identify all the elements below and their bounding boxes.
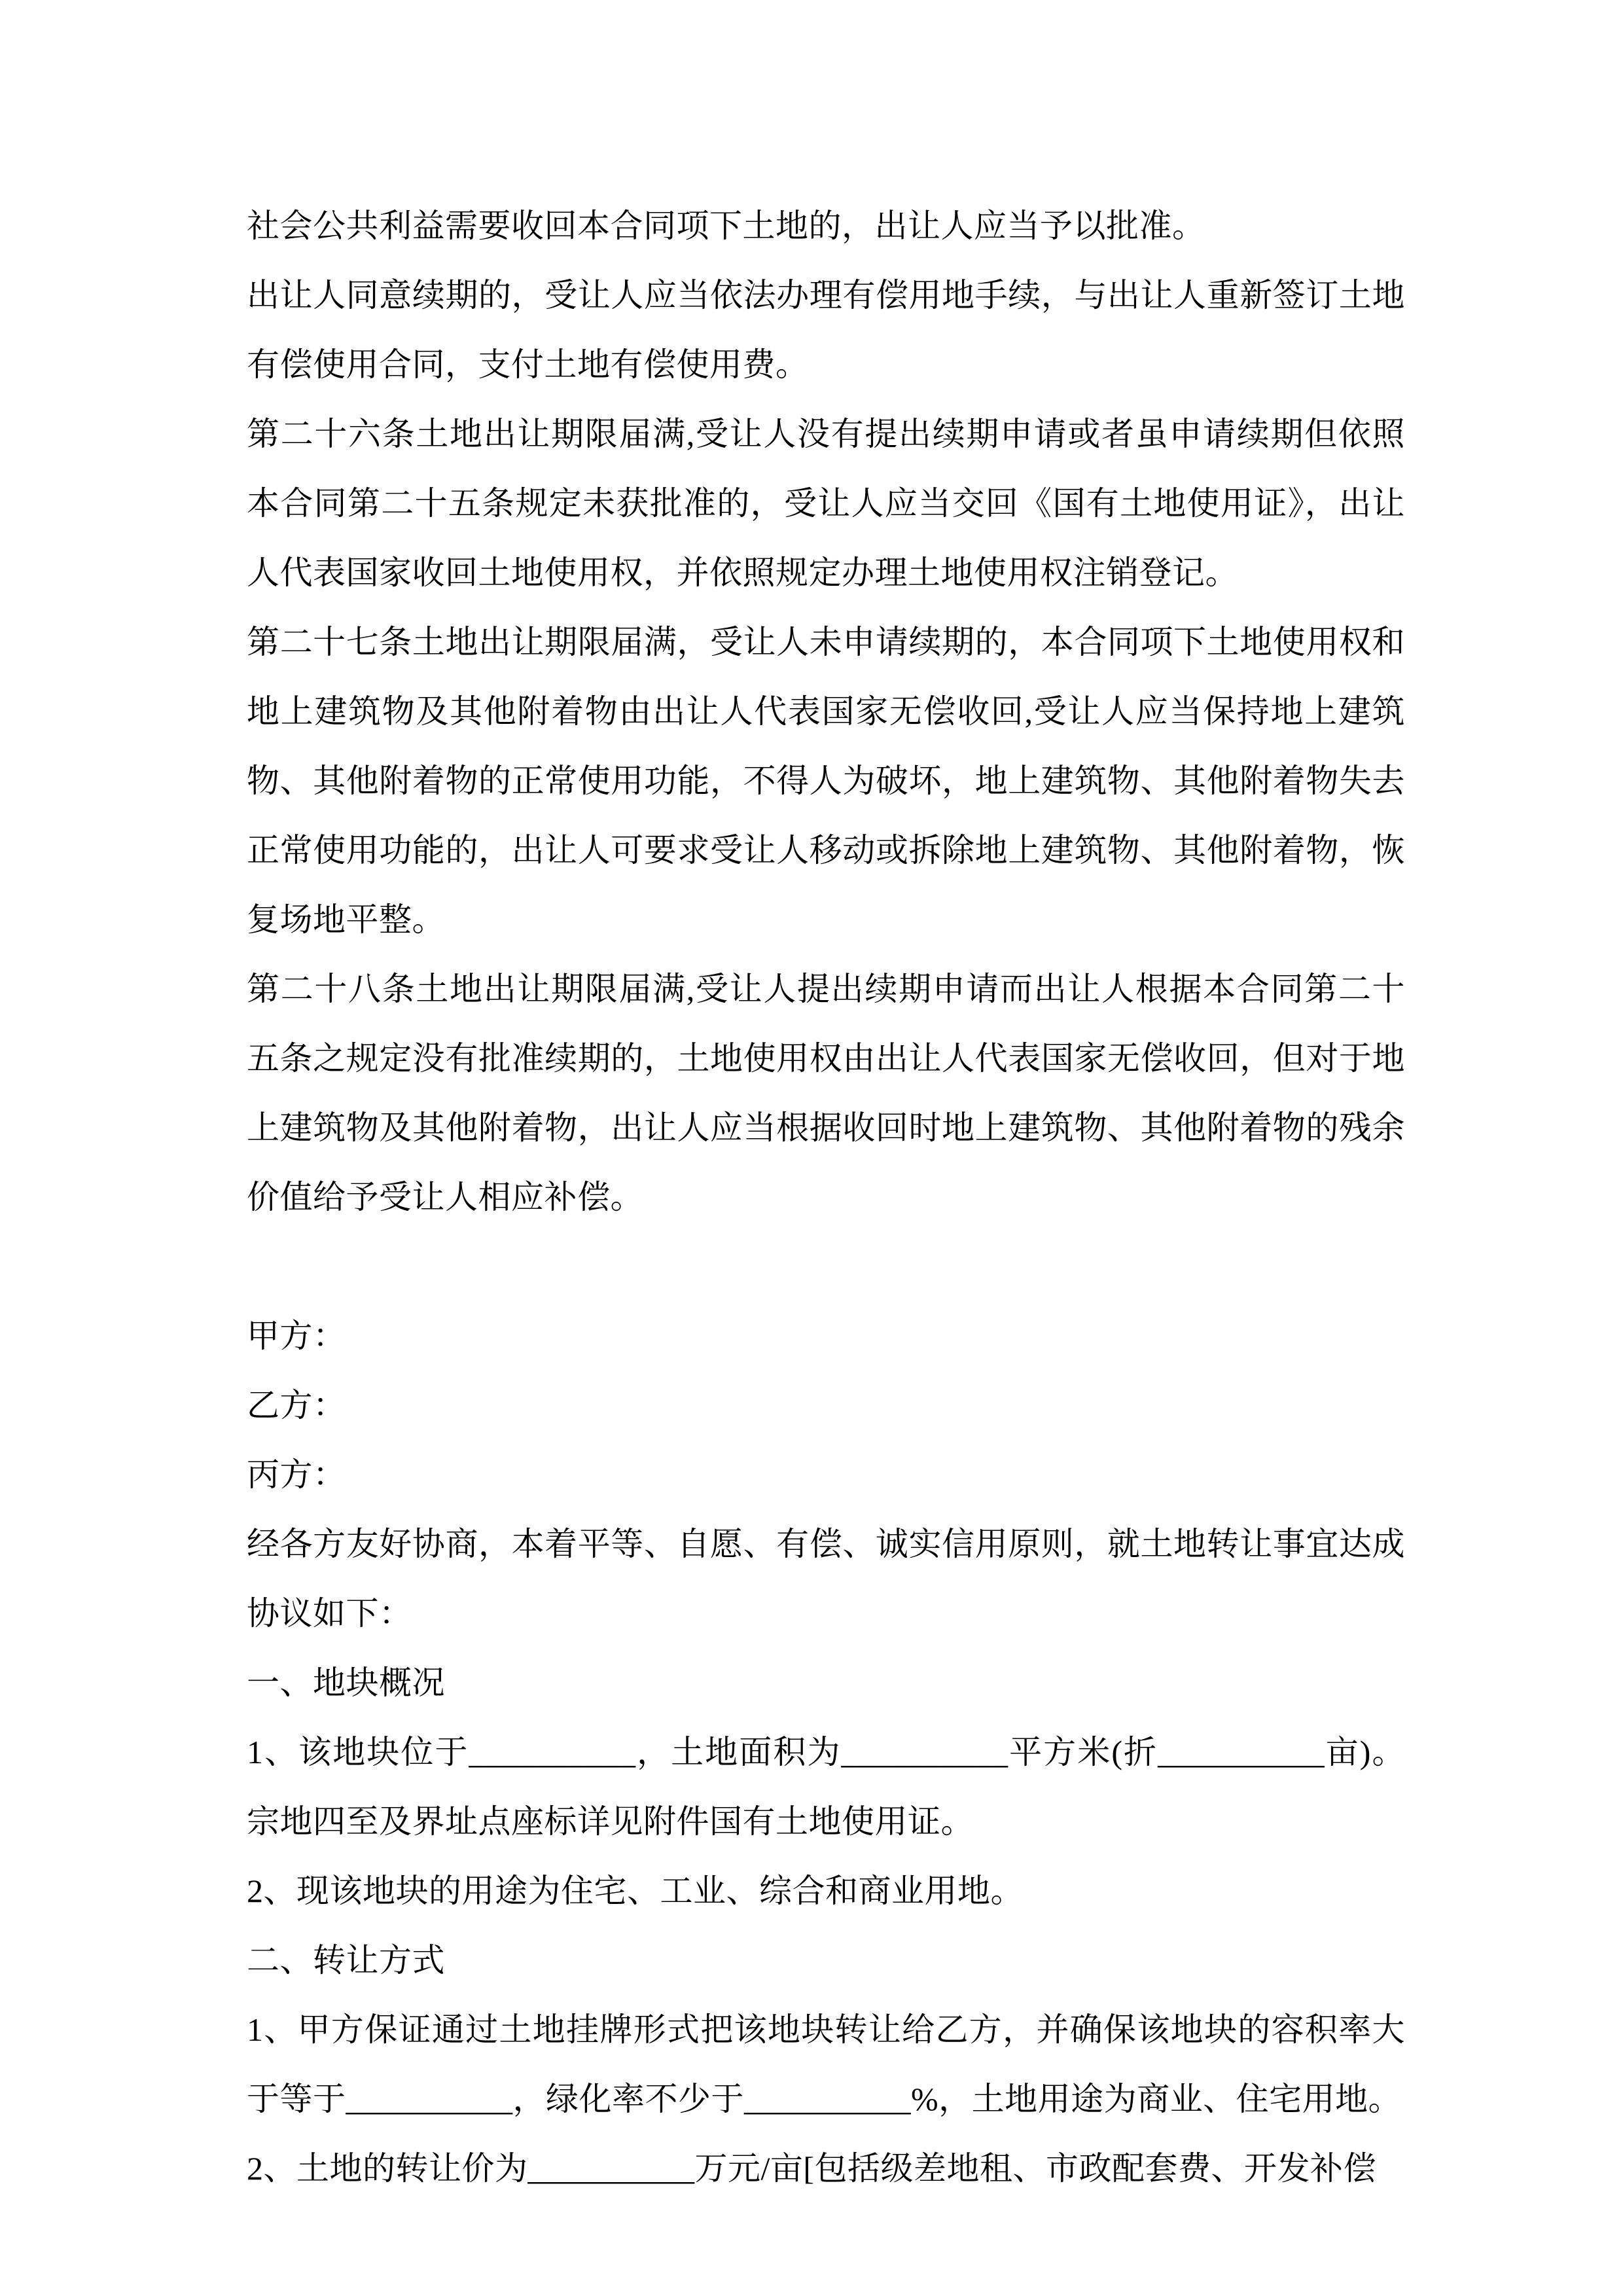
paragraph-agreement-preamble: 经各方友好协商，本着平等、自愿、有偿、诚实信用原则，就土地转让事宜达成协议如下：: [247, 1526, 1405, 1632]
paragraph-approval-clause: 社会公共利益需要收回本合同项下土地的，出让人应当予以批准。: [247, 207, 1205, 244]
paragraph-article-26: 第二十六条土地出让期限届满,受让人没有提出续期申请或者虽申请续期但依照本合同第二十五条规定未获批准的，受让人应当交回《国有土地使用证》，出让人代表国家收回土地使用权，并依照规定办理土地使用权注销登记。: [247, 416, 1405, 591]
section-heading-parcel-overview: 一、地块概况: [247, 1664, 445, 1701]
paragraph-article-27: 第二十七条土地出让期限届满，受让人未申请续期的，本合同项下土地使用权和地上建筑物及其他附着物由出让人代表国家无偿收回,受让人应当保持地上建筑物、其他附着物的正常使用功能，不得人为破坏，地上建筑物、其他附着物失去正常使用功能的，出让人可要求受让人移动或拆除地上建筑物、其他附着物，恢复场地平整。: [247, 624, 1405, 938]
paragraph-transfer-price: 2、土地的转让价为__________万元/亩[包括级差地租、市政配套费、开发补偿: [247, 2150, 1377, 2187]
paragraph-parcel-location: 1、该地块位于__________，土地面积为__________平方米(折__________亩)。宗地四至及界址点座标详见附件国有土地使用证。: [247, 1734, 1405, 1840]
paragraph-transfer-guarantee: 1、甲方保证通过土地挂牌形式把该地块转让给乙方，并确保该地块的容积率大于等于__________，绿化率不少于__________%，土地用途为商业、住宅用地。: [247, 2011, 1405, 2117]
section-heading-transfer-method: 二、转让方式: [247, 1942, 445, 1979]
paragraph-article-28: 第二十八条土地出让期限届满,受让人提出续期申请而出让人根据本合同第二十五条之规定没有批准续期的，土地使用权由出让人代表国家无偿收回，但对于地上建筑物及其他附着物，出让人应当根据收回时地上建筑物、其他附着物的残余价值给予受让人相应补偿。: [247, 971, 1405, 1215]
party-a-label: 甲方：: [247, 1318, 346, 1354]
paragraph-parcel-usage: 2、现该地块的用途为住宅、工业、综合和商业用地。: [247, 1873, 1024, 1909]
blank-line: [247, 1232, 1405, 1301]
party-b-label: 乙方：: [247, 1387, 346, 1424]
party-c-label: 丙方：: [247, 1456, 346, 1493]
paragraph-renewal-consent: 出让人同意续期的，受让人应当依法办理有偿用地手续，与出让人重新签订土地有偿使用合同，支付土地有偿使用费。: [247, 277, 1405, 383]
